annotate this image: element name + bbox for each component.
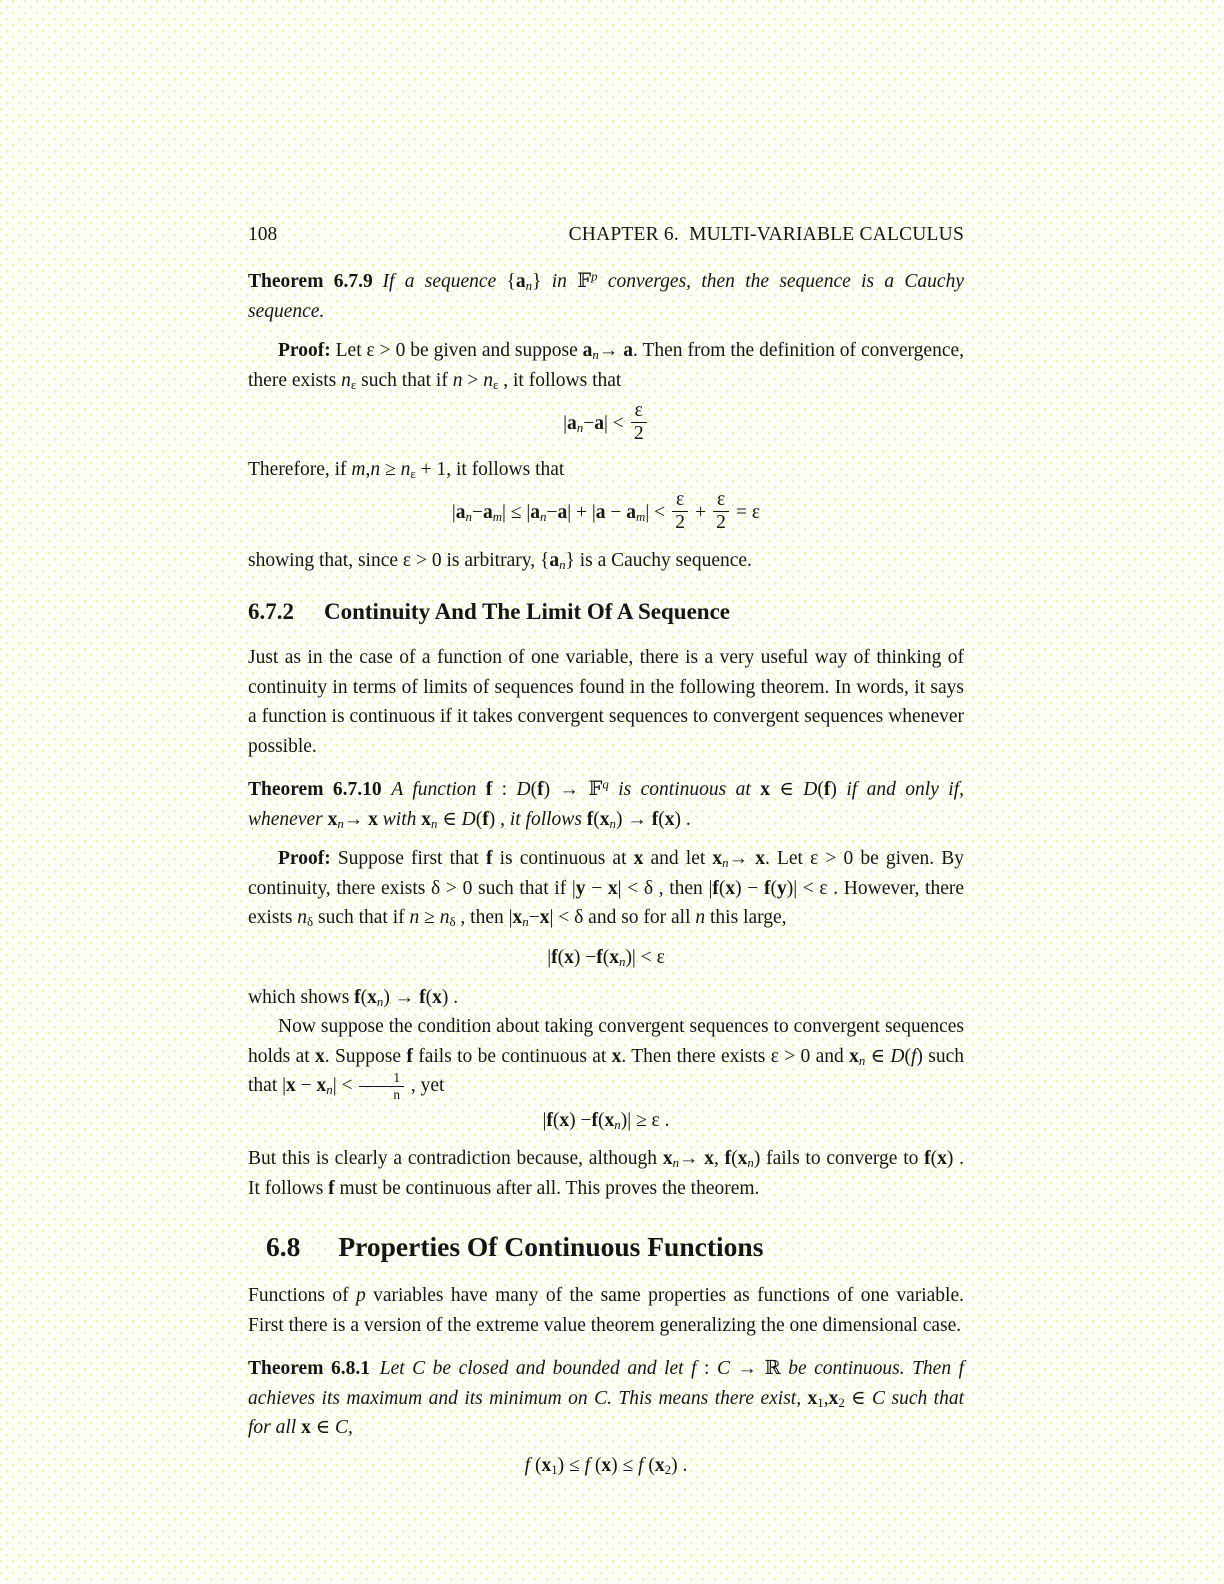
theorem-6-8-1: Theorem 6.8.1 Let C be closed and bounded and let f : C → ℝ be continuous. Then f achieves its maximum and its minimum on C. This means there exist, $x_1,x_2$ ∈ C such that for all x ∈ C, <box>248 1358 965 1439</box>
subsection-number: 6.7.2 <box>248 599 294 625</box>
chapter-running-title: CHAPTER 6. MULTI-VARIABLE CALCULUS <box>568 224 964 245</box>
equation-extreme-value: f $(x_1) \le f$ (x) ≤ f $(x_2)$ . <box>524 1454 688 1477</box>
equation-triangle-inequality: $|a_n-a_m| \le |a_n-a| + |a - a_m|$ < $\frac{\varepsilon}{2}$ + $\frac{\varepsilon}{2}$ = ε <box>451 489 761 534</box>
subsection-title: Continuity And The Limit Of A Sequence <box>324 599 730 625</box>
equation-fx-minus-fxn-geq-epsilon: $|f(x) -f(x_n)| \ge \varepsilon$ . <box>542 1110 670 1132</box>
section-title: Properties Of Continuous Functions <box>338 1231 764 1263</box>
subsection-heading-6-7-2 <box>248 597 964 627</box>
equation-cauchy-half-epsilon: $|a_n-a|$ < $\frac{\varepsilon}{2}$ <box>248 403 964 447</box>
para-functions-of-p: Functions of p variables have many of the same properties as functions of one variable. First there is a version of the extreme value theorem generalizing the one dimensional case. <box>248 1285 964 1336</box>
para-therefore: Therefore, if $m,n \ge n_\varepsilon + 1$, it follows that <box>248 458 565 481</box>
section-number: 6.8 <box>266 1231 301 1263</box>
page-content <box>248 220 964 1481</box>
para-contradiction: But this is clearly a contradiction because, although $x_n\to x$, $f(x_n)$ fails to converge to f(x) . It follows f must be continuous after all. This proves the theorem. <box>248 1148 965 1199</box>
proof-6-7-10: Proof: Suppose first that f is continuous at x and let $x_n\to x$. Let ε > 0 be given. By continuity, there exists δ > 0 such that if |y − x| < δ , then |f(x) − f(y)| < ε . However, there exists $n_\delta$ such that if $n \ge n_\delta$ , then $|x_n-x| < \delta$ and so for all n this large, <box>248 848 965 929</box>
para-showing: showing that, since ε > 0 is arbitrary, $\{a_n\}$ is a Cauchy sequence. <box>248 549 752 572</box>
proof-6-7-9: Proof: Let ε > 0 be given and suppose $a_n\to a$. Then from the definition of convergence, there exists $n_\varepsilon$ such that if $n > n_\varepsilon$ , it follows that <box>248 340 965 392</box>
equation-fx-minus-fxn-less-epsilon: $|f(x) -f(x_n)| < \varepsilon$ <box>547 946 665 969</box>
fraction: $\frac{1}{n}$ <box>359 1071 404 1102</box>
page-header <box>248 220 964 249</box>
theorem-6-7-9: Theorem 6.7.9 If a sequence $\{a_n\}$ in 𝔽$^p$ converges, then the sequence is a Cauchy sequence. <box>248 269 964 322</box>
page-number: 108 <box>248 224 278 245</box>
theorem-6-7-10: Theorem 6.7.10 A function f : D(f) → 𝔽$^q$ is continuous at x ∈ D(f) if and only if, whenever $x_n\to x$ with $x_n$ ∈ D(f) , it follows $f(x_n) \to f(x)$ . <box>248 777 964 831</box>
section-heading-6-8 <box>248 1229 964 1265</box>
para-just-as: Just as in the case of a function of one variable, there is a very useful way of thinking of continuity in terms of limits of sequences found in the following theorem. In words, it says a function is continuous if it takes convergent sequences to convergent sequences whenever possible. <box>248 647 964 757</box>
fraction: $\frac{\varepsilon}{2}$ <box>631 401 647 445</box>
fraction: $\frac{\varepsilon}{2}$ <box>672 490 688 534</box>
para-which-shows: which shows $f(x_n) \to f(x)$ . <box>248 986 459 1009</box>
fraction: $\frac{\varepsilon}{2}$ <box>713 490 729 534</box>
para-now-suppose: Now suppose the condition about taking convergent sequences to convergent sequences holds at x. Suppose f fails to be continuous at x. Then there exists ε > 0 and $x_n$ ∈ D(f) such that $|x - x_n|$ < $\frac{1}{n}$ , yet <box>248 1016 964 1103</box>
